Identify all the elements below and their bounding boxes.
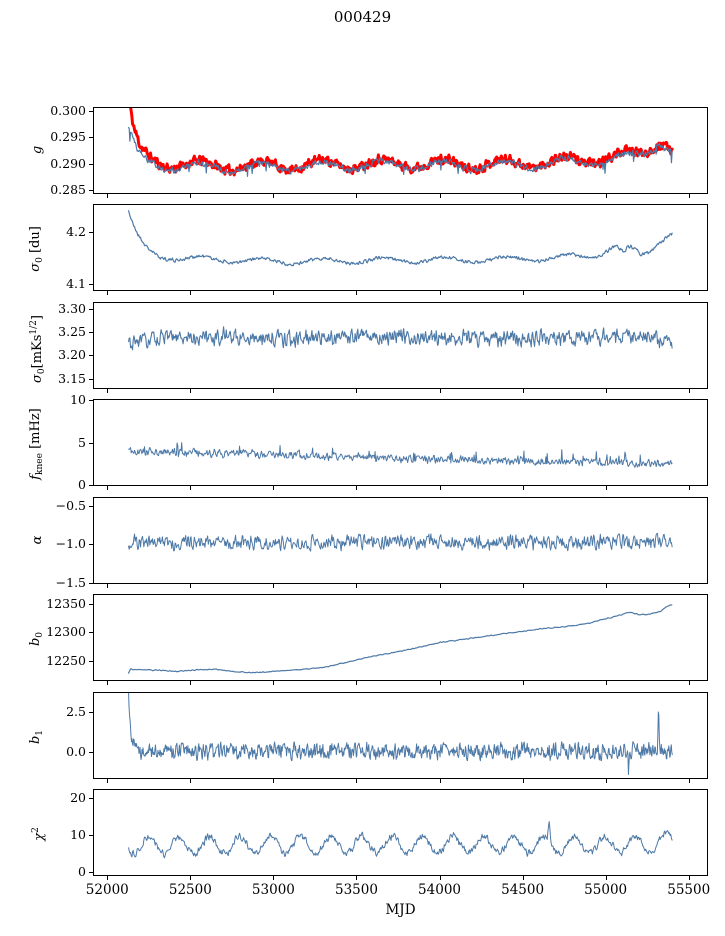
- y-tick-label: 0.290: [50, 155, 86, 171]
- x-tick-mark: [190, 681, 191, 685]
- x-tick-mark: [273, 584, 274, 588]
- x-tick-mark: [107, 194, 108, 198]
- x-tick-label: 53500: [334, 882, 378, 898]
- plot-canvas-chi2: [94, 790, 707, 875]
- x-tick-mark: [273, 876, 274, 880]
- x-tick-mark: [606, 389, 607, 393]
- x-tick-mark: [689, 876, 690, 880]
- y-tick-mark: [89, 111, 93, 112]
- y-tick-label: 0.0: [66, 744, 86, 760]
- x-tick-mark: [523, 876, 524, 880]
- y-tick-mark: [89, 544, 93, 545]
- x-tick-mark: [440, 584, 441, 588]
- y-tick-mark: [89, 164, 93, 165]
- y-axis-label-part: b: [28, 735, 43, 744]
- x-tick-mark: [689, 389, 690, 393]
- y-axis-label-part: χ: [32, 832, 47, 841]
- y-tick-mark: [89, 355, 93, 356]
- y-tick-mark: [89, 379, 93, 380]
- y-tick-label: 12350: [46, 596, 86, 612]
- x-tick-mark: [356, 779, 357, 783]
- y-tick-mark: [89, 661, 93, 662]
- y-tick-mark: [89, 583, 93, 584]
- subplot-b0: [93, 594, 708, 681]
- y-axis-label-part: 0: [35, 631, 45, 638]
- x-tick-mark: [356, 681, 357, 685]
- x-tick-mark: [440, 876, 441, 880]
- y-tick-mark: [89, 332, 93, 333]
- x-tick-mark: [689, 291, 690, 295]
- plot-canvas-sigma0-mks: [94, 303, 707, 388]
- x-tick-mark: [356, 194, 357, 198]
- subplot-chi2: [93, 789, 708, 876]
- x-tick-mark: [356, 584, 357, 588]
- x-tick-mark: [440, 389, 441, 393]
- x-tick-mark: [689, 681, 690, 685]
- y-tick-mark: [89, 232, 93, 233]
- y-tick-mark: [89, 284, 93, 285]
- x-tick-mark: [689, 486, 690, 490]
- x-tick-mark: [523, 681, 524, 685]
- x-tick-mark: [606, 291, 607, 295]
- x-tick-mark: [107, 486, 108, 490]
- plot-canvas-sigma0-du: [94, 205, 707, 290]
- y-tick-mark: [89, 506, 93, 507]
- y-tick-mark: [89, 400, 93, 401]
- plot-canvas-fknee: [94, 400, 707, 485]
- x-tick-mark: [523, 779, 524, 783]
- x-tick-mark: [523, 584, 524, 588]
- subplot-g: [93, 107, 708, 194]
- x-tick-mark: [440, 291, 441, 295]
- x-tick-mark: [273, 486, 274, 490]
- x-tick-mark: [273, 681, 274, 685]
- y-axis-label-part: 2: [31, 826, 41, 833]
- x-tick-mark: [440, 194, 441, 198]
- y-tick-label: 12250: [46, 652, 86, 668]
- x-tick-mark: [606, 876, 607, 880]
- x-tick-mark: [190, 486, 191, 490]
- y-axis-label-part: σ: [28, 262, 43, 272]
- x-tick-mark: [689, 779, 690, 783]
- x-tick-label: 54000: [418, 882, 461, 898]
- x-tick-mark: [273, 779, 274, 783]
- x-tick-mark: [606, 584, 607, 588]
- y-tick-mark: [89, 872, 93, 873]
- y-tick-label: 0.300: [50, 102, 86, 118]
- x-tick-mark: [440, 486, 441, 490]
- x-tick-mark: [190, 291, 191, 295]
- y-axis-label-part: knee: [35, 452, 45, 475]
- figure-title: 000429: [333, 8, 392, 26]
- x-tick-mark: [107, 779, 108, 783]
- x-tick-mark: [356, 486, 357, 490]
- subplot-sigma0-mks: [93, 302, 708, 389]
- y-tick-label: 3.30: [58, 301, 86, 317]
- y-tick-label: 12300: [46, 624, 86, 640]
- x-tick-mark: [523, 389, 524, 393]
- x-tick-mark: [190, 584, 191, 588]
- x-tick-mark: [523, 194, 524, 198]
- y-axis-label-part: [mKs: [30, 334, 45, 368]
- x-axis-title: MJD: [385, 902, 416, 918]
- x-tick-mark: [190, 779, 191, 783]
- y-tick-label: −0.5: [55, 497, 86, 513]
- y-tick-mark: [89, 798, 93, 799]
- y-tick-label: 3.15: [58, 370, 86, 386]
- x-tick-label: 55500: [667, 882, 711, 898]
- y-tick-mark: [89, 309, 93, 310]
- y-tick-label: 3.25: [58, 324, 86, 340]
- y-tick-label: 20: [70, 790, 86, 806]
- y-tick-label: −1.5: [55, 575, 86, 590]
- y-tick-mark: [89, 485, 93, 486]
- x-tick-mark: [440, 779, 441, 783]
- y-tick-label: −1.0: [55, 536, 86, 552]
- x-tick-mark: [523, 486, 524, 490]
- plot-canvas-b0: [94, 595, 707, 680]
- x-tick-mark: [190, 194, 191, 198]
- x-tick-mark: [107, 291, 108, 295]
- y-axis-label-part: f: [28, 474, 43, 480]
- x-tick-mark: [689, 194, 690, 198]
- x-tick-mark: [356, 876, 357, 880]
- x-tick-mark: [107, 876, 108, 880]
- x-tick-mark: [523, 291, 524, 295]
- y-axis-label-part: [du]: [28, 225, 43, 257]
- x-tick-mark: [190, 876, 191, 880]
- y-tick-label: 10: [70, 827, 86, 843]
- y-tick-label: 0: [78, 864, 86, 880]
- x-tick-mark: [356, 389, 357, 393]
- y-tick-label: 0.285: [50, 182, 86, 198]
- y-tick-mark: [89, 712, 93, 713]
- y-tick-label: 2.5: [66, 703, 86, 719]
- subplot-sigma0-du: [93, 204, 708, 291]
- x-tick-mark: [273, 291, 274, 295]
- y-axis-label-part: 0: [35, 256, 45, 263]
- x-tick-mark: [606, 194, 607, 198]
- plot-canvas-b1: [94, 693, 707, 778]
- subplot-fknee: [93, 399, 708, 486]
- y-axis-label-part: ]: [30, 314, 45, 320]
- x-tick-mark: [107, 389, 108, 393]
- y-tick-label: 5: [78, 434, 86, 450]
- y-tick-mark: [89, 137, 93, 138]
- x-tick-mark: [356, 291, 357, 295]
- x-tick-mark: [190, 389, 191, 393]
- x-tick-label: 53000: [251, 882, 295, 898]
- subplot-alpha: [93, 497, 708, 584]
- y-tick-label: 10: [70, 392, 86, 407]
- x-tick-mark: [107, 584, 108, 588]
- y-tick-label: 4.1: [66, 275, 86, 291]
- y-axis-label-chi2: [27, 774, 49, 894]
- y-axis-label-part: 1: [35, 729, 45, 736]
- y-tick-label: 0: [78, 477, 86, 492]
- x-tick-mark: [606, 486, 607, 490]
- y-axis-label-part: σ: [30, 373, 45, 383]
- y-tick-mark: [89, 752, 93, 753]
- x-tick-mark: [273, 389, 274, 393]
- y-axis-label-part: b: [28, 637, 43, 646]
- x-tick-mark: [689, 584, 690, 588]
- plot-canvas-g: [94, 108, 707, 193]
- x-tick-label: 52000: [85, 882, 129, 898]
- y-tick-mark: [89, 835, 93, 836]
- x-tick-mark: [440, 681, 441, 685]
- x-tick-mark: [107, 681, 108, 685]
- x-tick-label: 54500: [501, 882, 545, 898]
- y-tick-mark: [89, 632, 93, 633]
- y-axis-label-part: α: [30, 535, 45, 544]
- y-tick-mark: [89, 604, 93, 605]
- y-axis-label-part: 0: [37, 367, 47, 374]
- y-axis-label-part: g: [30, 145, 45, 154]
- subplot-b1: [93, 692, 708, 779]
- x-tick-mark: [606, 779, 607, 783]
- y-tick-label: 0.295: [50, 129, 86, 145]
- x-tick-label: 52500: [168, 882, 212, 898]
- y-axis-label-part: 1/2: [29, 319, 39, 335]
- plot-canvas-alpha: [94, 498, 707, 583]
- x-tick-label: 55000: [584, 882, 628, 898]
- y-tick-mark: [89, 190, 93, 191]
- y-tick-mark: [89, 443, 93, 444]
- x-tick-mark: [273, 194, 274, 198]
- y-axis-label-part: [mHz]: [28, 407, 43, 453]
- y-tick-label: 4.2: [66, 223, 86, 239]
- y-tick-label: 3.20: [58, 347, 86, 363]
- x-tick-mark: [606, 681, 607, 685]
